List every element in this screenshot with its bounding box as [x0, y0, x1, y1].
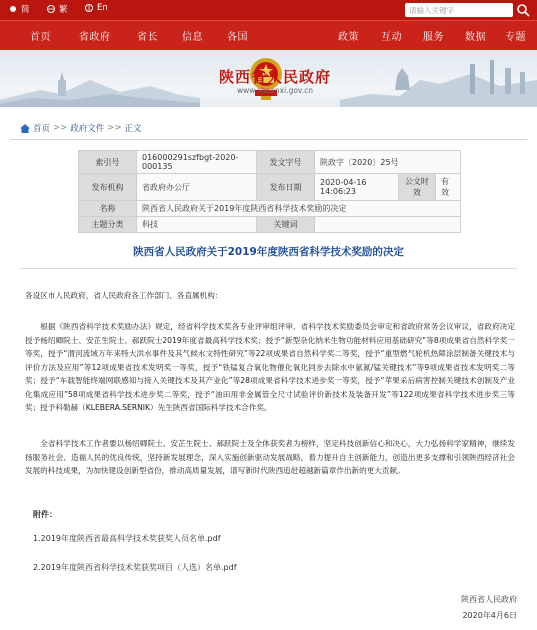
- globe-icon: [84, 3, 94, 13]
- nav-info[interactable]: 信息: [182, 32, 203, 43]
- table-row: [79, 174, 461, 201]
- home-icon: [20, 124, 30, 133]
- meta-value: 有效: [435, 174, 460, 201]
- divider: [10, 139, 527, 140]
- meta-key: 名称: [79, 201, 137, 217]
- lang-simplified-label: 简: [21, 5, 30, 15]
- breadcrumb: [20, 122, 142, 134]
- meta-value: 2020-04-16 14:06:23: [315, 174, 399, 201]
- article-title: 陕西省人民政府关于2019年度陕西省科学技术奖励的决定: [133, 246, 404, 258]
- meta-key: 发布机构: [79, 174, 137, 201]
- attachment-link-1[interactable]: 1.2019年度陕西省最高科学技术奖获奖人员名单.pdf: [33, 534, 221, 543]
- attachment-link-2[interactable]: 2.2019年度陕西省科学技术奖获奖项目（人选）名单.pdf: [33, 563, 237, 572]
- nav-policy[interactable]: 政策: [338, 32, 359, 43]
- article-paragraph-2: 全省科学技术工作者要以杨绍卿院士、安芷生院士、郝跃院士及全体获奖者为榜样，坚定科技创新信心和决心，大力弘扬科学家精神，继续发扬服务社会、造福人民的优良传统，坚持新发展理念，深入实施创新驱动发展战略，着力提升自主创新能力，创造出更多支撑和引领陕西经济社会发展的科技成果，为加快建设创新型省份，推动高质量发展，谱写新时代陕西追赶超越新篇章作出新的更大贡献。: [25, 439, 515, 475]
- divider: [20, 268, 517, 269]
- site-title: 陕西省人民政府: [218, 68, 331, 86]
- lang-english-link[interactable]: [84, 3, 108, 13]
- signature-org: 陕西省人民政府: [461, 595, 517, 604]
- meta-key: 发布日期: [257, 174, 315, 201]
- article-paragraph-1: 根据《陕西省科学技术奖励办法》规定，经省科学技术奖各专业评审组评审、省科学技术奖励委员会审定和省政府常务会议审议，省政府决定授予杨绍卿院士、安芷生院士、郝跃院士2019年度省最高科学技术奖；授予“新型杂化纳米生物功能材料应用基础研究”等8项成果省自然科学奖一等奖，授予“渭河流域万年来特大洪水事件及其气候水文特性研究”等22项成果省自然科学奖二等奖，授予“重型燃气轮机热障涂层制备关键技术与评价方法及应用”等12项成果省技术发明奖一等奖，授予“铁锰复合氧化物催化氧化同步去除水中氨氮/锰关键技术”等9项成果省技术发明奖二等奖；授予“车载智能终端网联感知与接入关键技术及其产业化”等28项成果省科学技术进步奖一等奖，授予“苹果采后病害控制关键技术创制及产业化集成应用”58项成果省科学技术进步奖二等奖，授予“油田用非金属管全尺寸试验评价新技术及装备开发”等122项成果省科学技术进步奖三等奖；授予科勒赫（KLEBERA.SERNIK）先生陕西省国际科学技术合作奖。: [25, 322, 515, 412]
- search-input[interactable]: 请输入关键字: [405, 3, 513, 17]
- document-meta-table: [78, 150, 461, 233]
- meta-key: 索引号: [79, 151, 137, 174]
- meta-key: 发文字号: [257, 151, 315, 174]
- article-salutation: 各设区市人民政府，省人民政府各工作部门、各直属机构：: [25, 291, 223, 300]
- meta-key: 公文时效: [398, 174, 435, 201]
- top-utility-bar: [0, 0, 537, 20]
- globe-icon: [46, 4, 56, 14]
- nav-province-gov[interactable]: 省政府: [79, 32, 111, 43]
- nav-data[interactable]: 数据: [465, 32, 486, 43]
- site-url: www.shaanxi.gov.cn: [236, 86, 314, 95]
- meta-value: [315, 217, 461, 233]
- signature-date: 2020年4月6日: [462, 611, 517, 620]
- lang-traditional-link[interactable]: [46, 3, 68, 15]
- lang-simplified-link[interactable]: [8, 3, 30, 15]
- lang-english-label: En: [97, 3, 108, 13]
- nav-home[interactable]: 首页: [30, 32, 51, 43]
- table-row: [79, 151, 461, 174]
- breadcrumb-home[interactable]: 首页: [33, 124, 51, 134]
- table-row: [79, 201, 461, 217]
- meta-value: 省政府办公厅: [137, 174, 257, 201]
- meta-key: 关键词: [257, 217, 315, 233]
- breadcrumb-separator: >>: [53, 123, 68, 133]
- meta-value: 016000291szfbgt-2020-000135: [137, 151, 257, 174]
- sun-icon: [8, 4, 18, 14]
- nav-special[interactable]: 专题: [505, 32, 526, 43]
- search-icon[interactable]: [515, 2, 531, 18]
- nav-governor[interactable]: 省长: [137, 32, 158, 43]
- breadcrumb-gov-docs[interactable]: 政府文件: [70, 124, 105, 134]
- attachments-label: 附件：: [33, 510, 57, 519]
- nav-various[interactable]: 各国: [227, 32, 248, 43]
- meta-value: 陕政字〔2020〕25号: [315, 151, 461, 174]
- main-nav: [0, 20, 537, 50]
- meta-value: 陕西省人民政府关于2019年度陕西省科学技术奖励的决定: [137, 201, 461, 217]
- meta-key: 主题分类: [79, 217, 137, 233]
- breadcrumb-separator: >>: [107, 123, 122, 133]
- table-row: [79, 217, 461, 233]
- lang-traditional-label: 繁: [59, 5, 68, 15]
- breadcrumb-current: 正文: [124, 124, 142, 134]
- nav-service[interactable]: 服务: [423, 32, 444, 43]
- meta-value: 科技: [137, 217, 257, 233]
- nav-interact[interactable]: 互动: [381, 32, 402, 43]
